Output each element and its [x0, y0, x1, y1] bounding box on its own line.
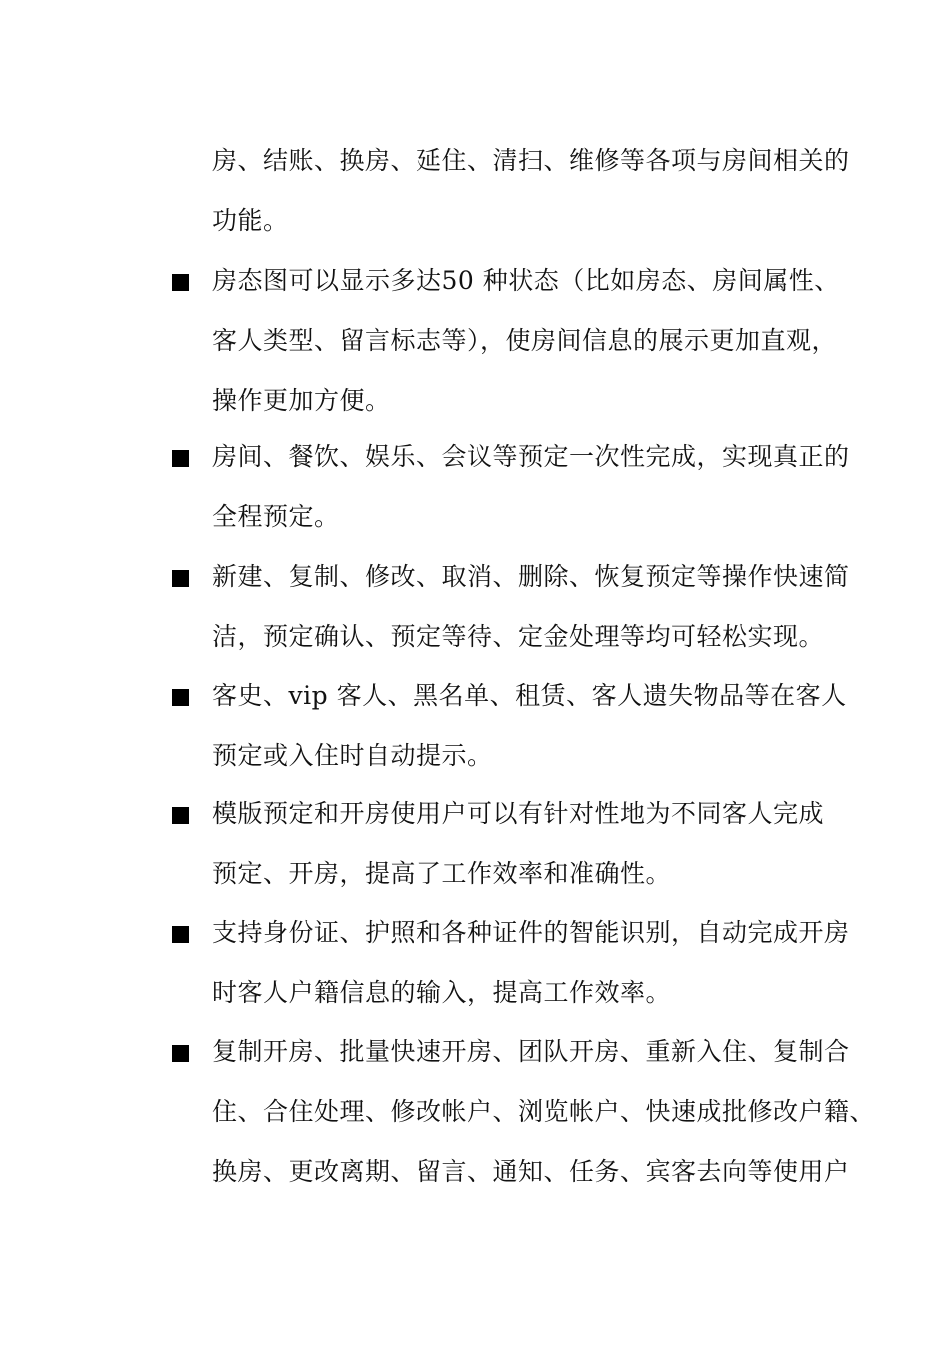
- bullet-marker-1: [172, 274, 189, 291]
- bullet-2-line-1: 房间、餐饮、娱乐、会议等预定一次性完成，实现真正的: [212, 442, 850, 471]
- bullet-6-line-1: 支持身份证、护照和各种证件的智能识别，自动完成开房: [212, 918, 850, 947]
- bullet-marker-7: [172, 1045, 189, 1062]
- bullet-7-line-3: 换房、更改离期、留言、通知、任务、宾客去向等使用户: [212, 1157, 850, 1186]
- bullet-1-line-1: 房态图可以显示多达50 种状态（比如房态、房间属性、: [212, 266, 840, 295]
- bullet-4-line-2: 预定或入住时自动提示。: [212, 741, 493, 770]
- bullet-marker-3: [172, 570, 189, 587]
- bullet-5-line-1: 模版预定和开房使用户可以有针对性地为不同客人完成: [212, 799, 825, 828]
- continuation-line-1: 房、结账、换房、延住、清扫、维修等各项与房间相关的: [212, 146, 850, 175]
- bullet-marker-4: [172, 689, 189, 706]
- bullet-6-line-2: 时客人户籍信息的输入，提高工作效率。: [212, 978, 672, 1007]
- bullet-3-line-1: 新建、复制、修改、取消、删除、恢复预定等操作快速简: [212, 562, 850, 591]
- bullet-marker-2: [172, 450, 189, 467]
- bullet-7-line-2: 住、合住处理、修改帐户、浏览帐户、快速成批修改户籍、: [212, 1097, 876, 1126]
- bullet-2-line-2: 全程预定。: [212, 502, 340, 531]
- bullet-4-line-1: 客史、vip 客人、黑名单、租赁、客人遗失物品等在客人: [212, 681, 847, 710]
- bullet-5-line-2: 预定、开房，提高了工作效率和准确性。: [212, 859, 672, 888]
- bullet-7-line-1: 复制开房、批量快速开房、团队开房、重新入住、复制合: [212, 1037, 850, 1066]
- bullet-marker-5: [172, 807, 189, 824]
- continuation-line-2: 功能。: [212, 206, 289, 235]
- bullet-1-line-2: 客人类型、留言标志等），使房间信息的展示更加直观，: [212, 326, 838, 355]
- bullet-marker-6: [172, 926, 189, 943]
- bullet-3-line-2: 洁，预定确认、预定等待、定金处理等均可轻松实现。: [212, 622, 825, 651]
- bullet-1-line-3: 操作更加方便。: [212, 386, 391, 415]
